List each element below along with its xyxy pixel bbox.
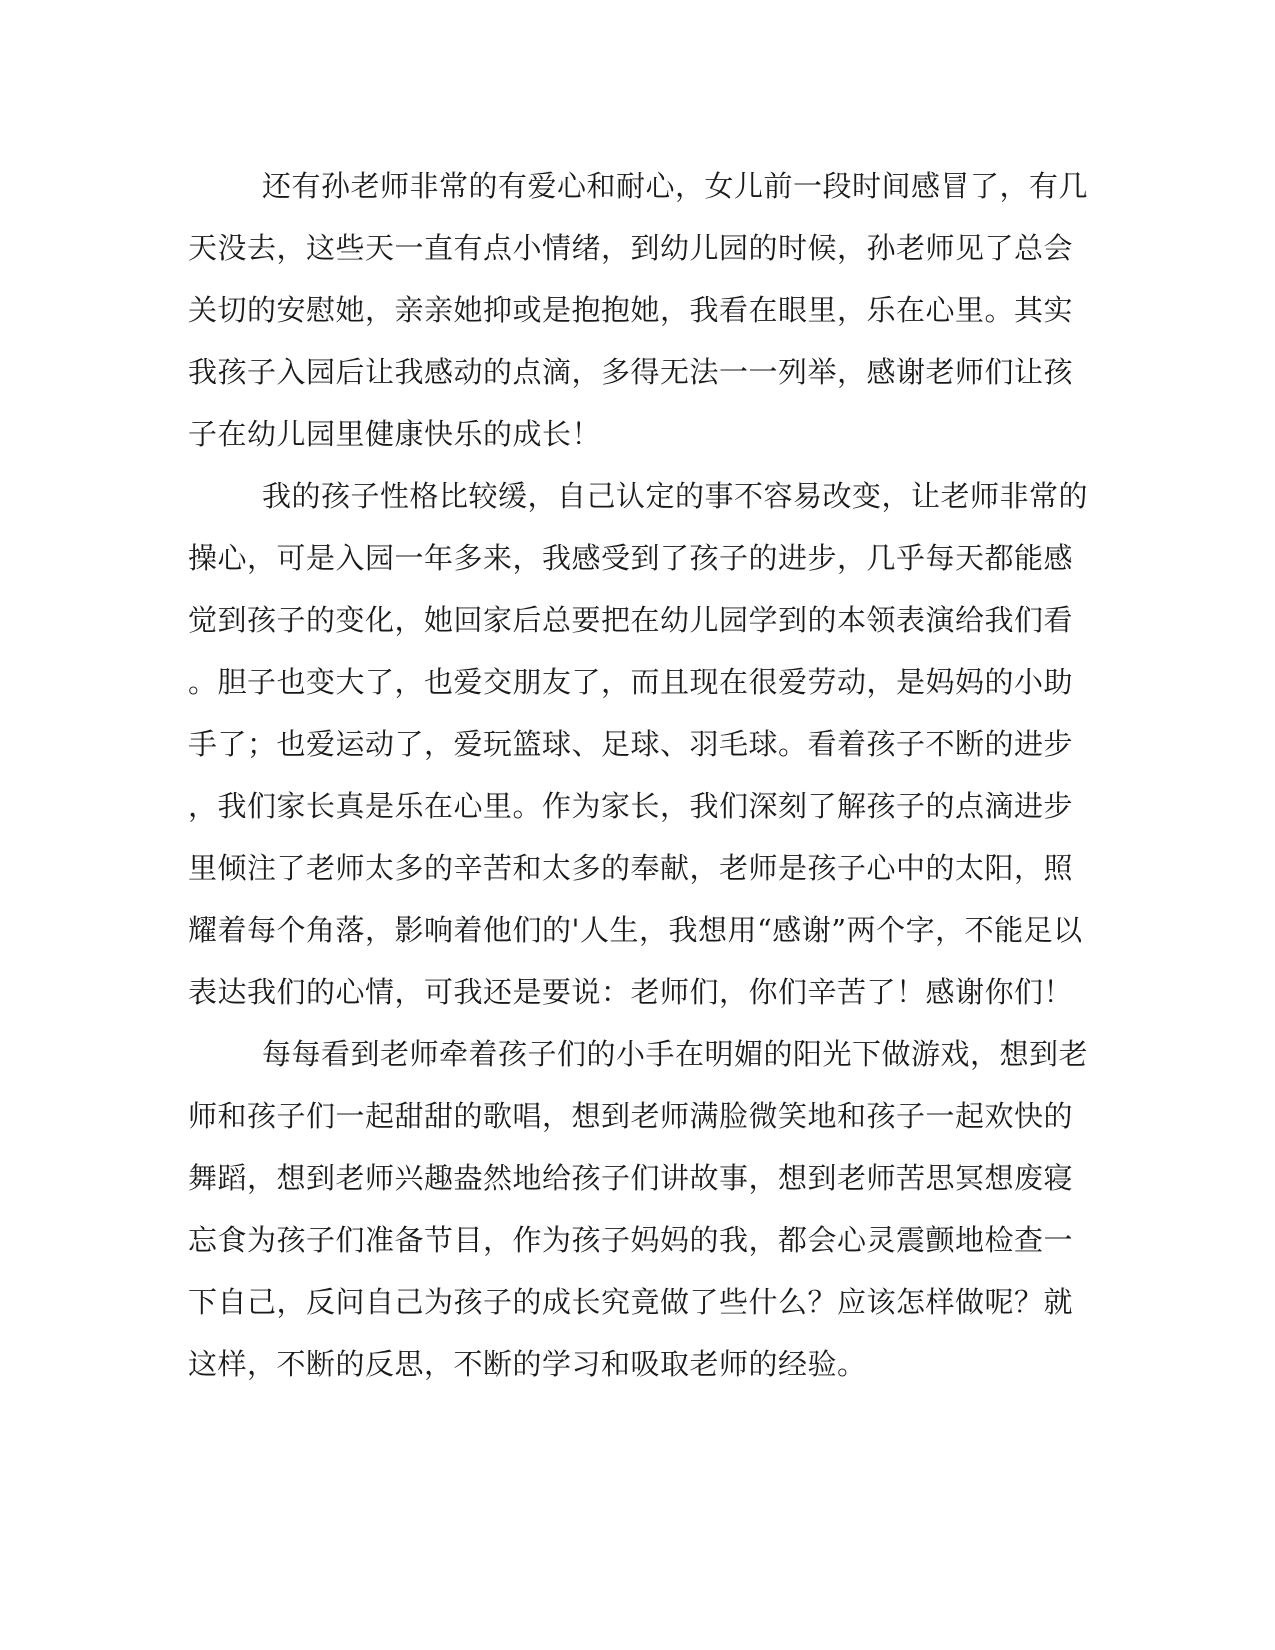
text-line: 舞蹈，想到老师兴趣盎然地给孩子们讲故事，想到老师苦思冥想废寝 (188, 1161, 1074, 1195)
text-line: 耀着每个角落，影响着他们的'人生，我想用“感谢”两个字，不能足以 (188, 913, 1083, 947)
text-line: 天没去，这些天一直有点小情绪，到幼儿园的时候，孙老师见了总会 (188, 231, 1074, 265)
text-line: 手了；也爱运动了，爱玩篮球、足球、羽毛球。看着孩子不断的进步 (188, 727, 1074, 761)
text-line: 师和孩子们一起甜甜的歌唱，想到老师满脸微笑地和孩子一起欢快的 (188, 1099, 1074, 1133)
text-line: 关切的安慰她，亲亲她抑或是抱抱她，我看在眼里，乐在心里。其实 (188, 293, 1074, 327)
text-line: ，我们家长真是乐在心里。作为家长，我们深刻了解孩子的点滴进步 (188, 789, 1074, 823)
text-line: 我的孩子性格比较缓，自己认定的事不容易改变，让老师非常的 (262, 479, 1089, 513)
paragraph-1 (188, 155, 1089, 465)
document-body (188, 155, 1089, 1395)
text-line: 子在幼儿园里健康快乐的成长！ (188, 417, 602, 451)
text-line: 每每看到老师牵着孩子们的小手在明媚的阳光下做游戏，想到老 (262, 1037, 1089, 1071)
text-line: 忘食为孩子们准备节目，作为孩子妈妈的我，都会心灵震颤地检查一 (188, 1223, 1074, 1257)
text-line: 表达我们的心情，可我还是要说：老师们，你们辛苦了！感谢你们！ (188, 975, 1074, 1009)
text-line: 操心，可是入园一年多来，我感受到了孩子的进步，几乎每天都能感 (188, 541, 1074, 575)
text-line: 我孩子入园后让我感动的点滴，多得无法一一列举，感谢老师们让孩 (188, 355, 1074, 389)
paragraph-2 (188, 465, 1089, 1023)
text-line: 觉到孩子的变化，她回家后总要把在幼儿园学到的本领表演给我们看 (188, 603, 1074, 637)
text-line: 还有孙老师非常的有爱心和耐心，女儿前一段时间感冒了，有几 (262, 169, 1089, 203)
text-line: 。胆子也变大了，也爱交朋友了，而且现在很爱劳动，是妈妈的小助 (188, 665, 1074, 699)
text-line: 这样，不断的反思，不断的学习和吸取老师的经验。 (188, 1347, 867, 1381)
text-line: 里倾注了老师太多的辛苦和太多的奉献，老师是孩子心中的太阳，照 (188, 851, 1074, 885)
paragraph-3 (188, 1023, 1089, 1395)
text-line: 下自己，反问自己为孩子的成长究竟做了些什么？应该怎样做呢？就 (188, 1285, 1074, 1319)
